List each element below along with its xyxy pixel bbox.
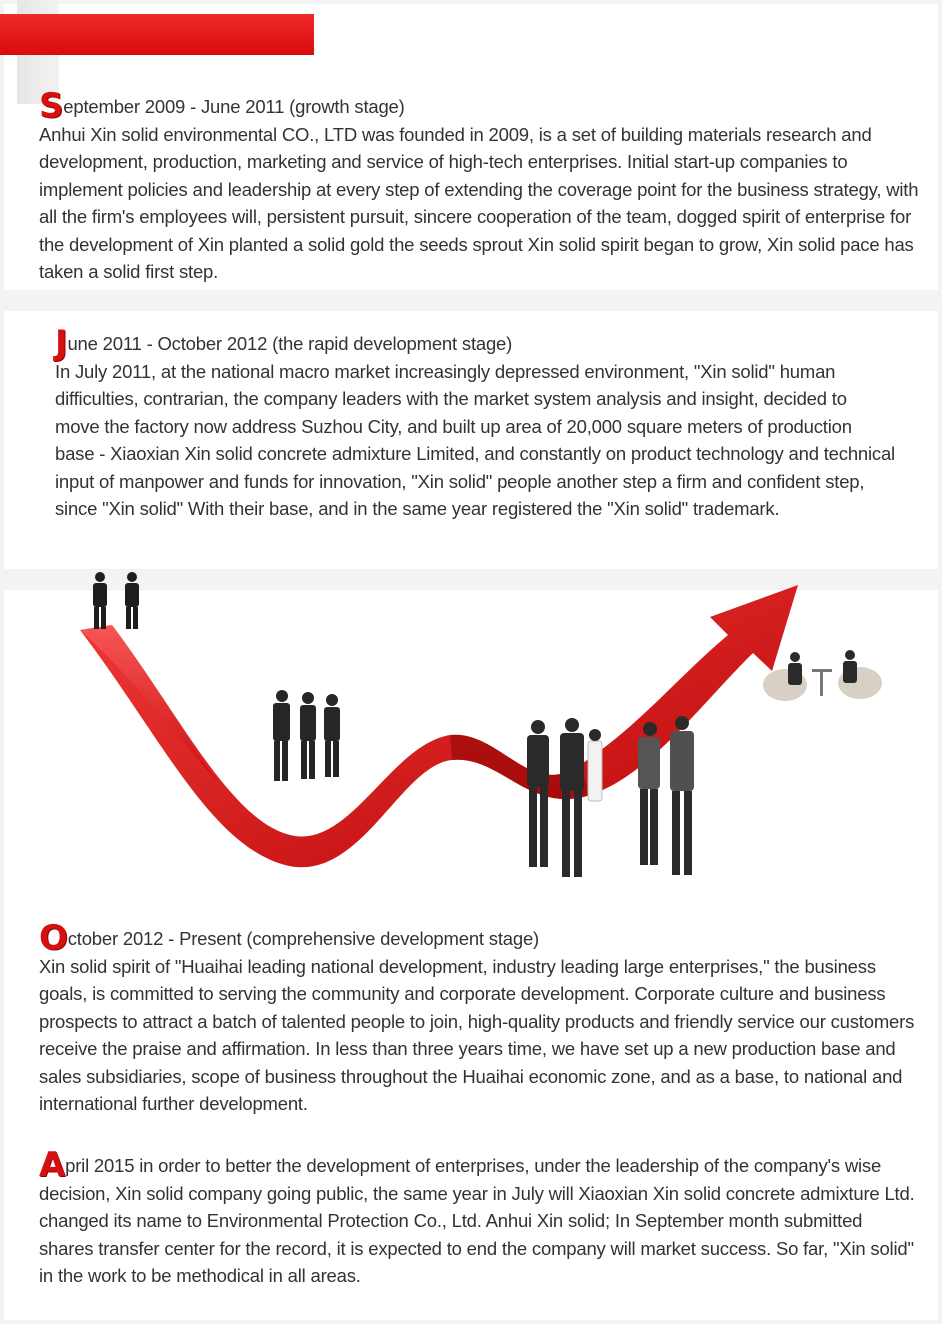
section-body: Xin solid spirit of "Huaihai leading national development, industry leading large enterprises," the business goals, is committed to serving the community and corporate development. Corporate culture and business prospects to attract a batch of talented people to join, high-quality products and friendly service our customers receive the praise and affirmation. In less than three years time, we have set up a new production base and sales subsidiaries, scope of business throughout the Huaihai economic zone, and as a base, to national and international further development. <box>39 955 915 1114</box>
people-group-standing <box>273 690 340 781</box>
section-rapid-development <box>55 323 895 523</box>
section-body: April 2015 in order to better the development of enterprises, under the leadership of the company's wise decision, Xin solid company going public, the same year in July will Xiaoxian Xin solid concrete admixture Ltd. changed its name to Environmental Protection Co., Ltd. Anhui Xin solid; In September month submitted shares transfer center for the record, it is expected to end the company will market success. So far, "Xin solid" in the work to be methodical in all areas. <box>39 1145 915 1286</box>
drop-cap: J <box>55 323 68 363</box>
section-heading: October 2012 - Present (comprehensive development stage) <box>39 918 540 958</box>
header-red-bar <box>0 14 314 55</box>
section-april-2015 <box>39 1145 919 1290</box>
drop-cap: O <box>39 918 68 958</box>
growth-arrow-illustration <box>60 565 890 900</box>
section-comprehensive-development <box>39 918 919 1118</box>
drop-cap: A <box>39 1145 66 1185</box>
section-heading: September 2009 - June 2011 (growth stage) <box>39 86 405 126</box>
section-body: In July 2011, at the national macro market increasingly depressed environment, "Xin solid" human difficulties, contrarian, the company leaders with the market system analysis and insight, decided to move the factory now address Suzhou City, and built up area of 20,000 square meters of production base - Xiaoxian Xin solid concrete admixture Limited, and constantly on product technology and technical input of manpower and funds for innovation, "Xin solid" people another step a firm and confident step, since "Xin solid" With their base, and in the same year registered the "Xin solid" trademark. <box>55 360 895 519</box>
seated-meeting-people <box>763 650 882 701</box>
section-growth-stage <box>39 86 919 286</box>
drop-cap: S <box>39 86 64 126</box>
section-heading: June 2011 - October 2012 (the rapid development stage) <box>55 323 513 363</box>
section-body: Anhui Xin solid environmental CO., LTD was founded in 2009, is a set of building materials research and development, production, marketing and service of high-tech enterprises. Initial start-up companies to implement policies and leadership at every step of extending the coverage point for the business strategy, with all the firm's employees will, persistent pursuit, sincere cooperation of the team, dogged spirit of enterprise for the development of Xin planted a solid gold the seeds sprout Xin solid spirit began to grow, Xin solid pace has taken a solid first step. <box>39 123 919 282</box>
people-handshake-left <box>93 572 139 629</box>
